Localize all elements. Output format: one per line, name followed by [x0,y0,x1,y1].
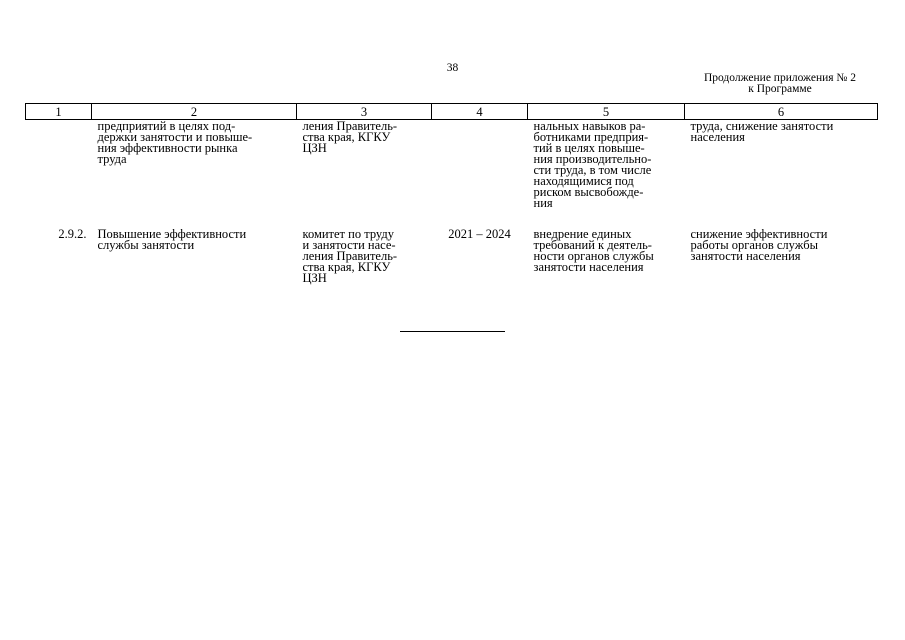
row-number-cell [26,120,92,226]
cell-line: риском высвобожде- [533,185,644,199]
consequence-cell [685,225,878,284]
expected-result-cell [528,225,685,284]
cell-line: требований к деятель- [533,238,652,252]
appendix-program-label: к Программе [748,83,812,95]
appendix-continuation-label: Продолжение приложения № 2 [703,72,857,84]
row-number-cell: 2.9.2. [58,227,87,241]
column-header-1: 1 [26,104,92,120]
period-cell: 2021 – 2024 [448,227,511,241]
cell-line: ния производительно- [533,152,652,166]
cell-line: внедрение единых [533,227,632,241]
table-row [26,120,878,226]
cell-line: тий в целях повыше- [533,141,645,155]
cell-line: ЦЗН [302,271,327,285]
appendix-header-note [690,73,870,95]
cell-line: службы занятости [97,238,195,252]
cell-line: снижение эффективности [690,227,828,241]
measure-name-cell [92,225,297,284]
cell-line: держки занятости и повыше- [97,130,253,144]
table-row [26,225,878,284]
cell-line: работы органов службы [690,238,818,252]
cell-line: ления Правитель- [302,119,398,133]
cell-line: занятости населения [533,260,644,274]
cell-line: ства края, КГКУ [302,260,391,274]
program-table [25,103,877,284]
cell-line: ния [533,196,553,210]
column-header-6: 6 [685,104,878,120]
cell-line: предприятий в целях под- [97,119,236,133]
cell-line: ботниками предприя- [533,130,649,144]
cell-line: и занятости насе- [302,238,396,252]
cell-line: сти труда, в том числе [533,163,652,177]
cell-line: занятости населения [690,249,801,263]
cell-line: Повышение эффективности [97,227,247,241]
cell-line: населения [690,130,745,144]
expected-result-cell [528,120,685,226]
period-cell [432,120,528,226]
table-header-row [26,104,878,120]
page-number: 38 [446,62,459,74]
column-header-3: 3 [297,104,432,120]
end-of-document-rule [400,331,505,332]
cell-line: ности органов службы [533,249,654,263]
cell-line: нальных навыков ра- [533,119,646,133]
cell-line: ства края, КГКУ [302,130,391,144]
cell-line: ЦЗН [302,141,327,155]
cell-line: ния эффективности рынка [97,141,238,155]
executor-cell [297,120,432,226]
column-header-5: 5 [528,104,685,120]
cell-line: находящимися под [533,174,634,188]
executor-cell [297,225,432,284]
column-header-4: 4 [432,104,528,120]
cell-line: труда [97,152,127,166]
cell-line: комитет по труду [302,227,394,241]
consequence-cell [685,120,878,226]
cell-line: труда, снижение занятости [690,119,834,133]
column-header-2: 2 [92,104,297,120]
measure-name-cell [92,120,297,226]
cell-line: ления Правитель- [302,249,398,263]
